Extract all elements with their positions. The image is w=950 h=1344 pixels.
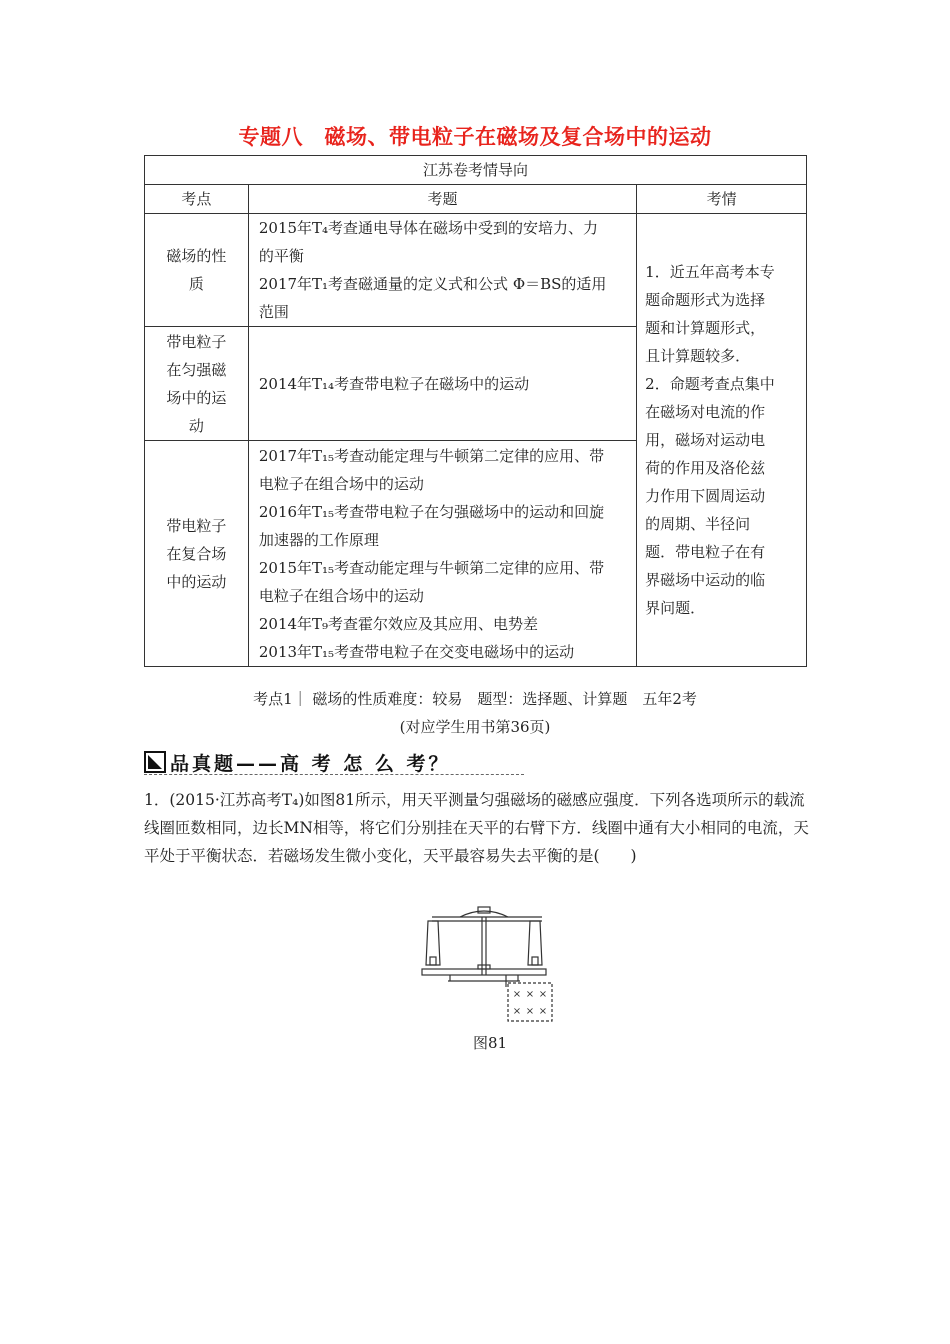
question-line: 电粒子在组合场中的运动 bbox=[258, 586, 424, 605]
section-title: 品真题——高 考 怎 么 考？ bbox=[170, 752, 451, 775]
field-mark: × bbox=[538, 989, 548, 1000]
situation-line: 力作用下圆周运动 bbox=[645, 487, 766, 505]
question-number: 1． bbox=[144, 791, 170, 809]
topic-line: 带电粒子 bbox=[166, 332, 227, 351]
question-line: 的平衡 bbox=[258, 247, 304, 265]
table-header-row bbox=[145, 185, 807, 214]
arrow-box-icon bbox=[144, 751, 166, 773]
question-line: 2017年T₁₅考查动能定理与牛顿第二定律的应用、带 bbox=[258, 446, 605, 465]
book-reference: (对应学生用书第36页) bbox=[399, 718, 551, 736]
question-cell bbox=[248, 327, 636, 441]
situation-line: 界问题． bbox=[645, 599, 706, 617]
topic-cell bbox=[145, 327, 249, 441]
question-line: 范围 bbox=[258, 303, 289, 321]
exam-guide-table bbox=[144, 155, 807, 667]
section-heading bbox=[144, 748, 450, 776]
page-title: 专题八 磁场、带电粒子在磁场及复合场中的运动 bbox=[238, 125, 712, 149]
question-line: 2017年T₁考查磁通量的定义式和公式 Φ＝BS的适用 bbox=[258, 275, 607, 293]
table-caption: 江苏卷考情导向 bbox=[145, 156, 807, 185]
question-line: 2014年T₉考查霍尔效应及其应用、电势差 bbox=[258, 614, 539, 633]
situation-line: 荷的作用及洛伦兹 bbox=[645, 459, 766, 477]
situation-line: 在磁场对电流的作 bbox=[645, 403, 766, 421]
table-row bbox=[145, 214, 807, 327]
situation-line: 且计算题较多． bbox=[645, 347, 751, 365]
question-1 bbox=[144, 786, 809, 870]
question-line: 2015年T₄考查通电导体在磁场中受到的安培力、力 bbox=[258, 219, 599, 237]
topic-line: 带电粒子 bbox=[166, 516, 227, 535]
situation-line: 1．近五年高考本专 bbox=[645, 263, 775, 281]
question-line: 2015年T₁₅考查动能定理与牛顿第二定律的应用、带 bbox=[258, 558, 605, 577]
exam-point-line: 考点1｜ 磁场的性质难度：较易 题型：选择题、计算题 五年2考 bbox=[253, 690, 697, 708]
topic-line: 在匀强磁 bbox=[166, 360, 227, 379]
header-topic: 考点 bbox=[145, 185, 249, 214]
field-mark: × bbox=[525, 989, 535, 1000]
situation-line: 2．命题考查点集中 bbox=[645, 375, 775, 393]
balance-diagram bbox=[420, 903, 560, 1025]
topic-line: 磁场的性 bbox=[166, 247, 227, 265]
topic-line: 在复合场 bbox=[166, 544, 227, 563]
question-text: 如图81所示，用天平测量匀强磁场的磁感应强度．下列各选项所示的载流线圈匝数相同，边长MN相等，将它们分别挂在天平的右臂下方．线圈中通有大小相同的电流，天平处于平衡状态．若磁场发生微小变化，天平最容易失去平衡的是( ) bbox=[144, 791, 809, 865]
question-cell bbox=[248, 214, 636, 327]
figure-caption: 图81 bbox=[472, 1034, 508, 1052]
question-cell bbox=[248, 441, 636, 667]
question-line: 加速器的工作原理 bbox=[258, 530, 379, 549]
topic-cell bbox=[145, 214, 249, 327]
field-mark: × bbox=[525, 1006, 535, 1017]
topic-line: 质 bbox=[188, 275, 204, 293]
field-mark: × bbox=[512, 1006, 522, 1017]
balance-svg bbox=[420, 903, 560, 1025]
topic-line: 场中的运 bbox=[166, 388, 227, 407]
situation-line: 题命题形式为选择 bbox=[645, 291, 766, 309]
question-source: (2015·江苏高考T₄) bbox=[169, 791, 305, 809]
situation-line: 题．带电粒子在有 bbox=[645, 543, 766, 561]
situation-line: 界磁场中运动的临 bbox=[645, 571, 766, 589]
situation-line: 用，磁场对运动电 bbox=[645, 431, 766, 449]
situation-line: 的周期、半径问 bbox=[645, 515, 751, 533]
topic-line: 动 bbox=[188, 416, 204, 435]
field-mark: × bbox=[538, 1006, 548, 1017]
field-mark: × bbox=[512, 989, 522, 1000]
header-question: 考题 bbox=[248, 185, 636, 214]
header-situation: 考情 bbox=[637, 185, 807, 214]
topic-line: 中的运动 bbox=[166, 572, 227, 591]
question-line: 2013年T₁₅考查带电粒子在交变电磁场中的运动 bbox=[258, 642, 575, 661]
topic-cell bbox=[145, 441, 249, 667]
section-divider bbox=[144, 774, 524, 775]
question-line: 2014年T₁₄考查带电粒子在磁场中的运动 bbox=[258, 374, 530, 393]
situation-line: 题和计算题形式， bbox=[645, 319, 766, 337]
question-line: 电粒子在组合场中的运动 bbox=[258, 474, 424, 493]
question-line: 2016年T₁₅考查带电粒子在匀强磁场中的运动和回旋 bbox=[258, 502, 605, 521]
situation-cell bbox=[637, 214, 807, 667]
